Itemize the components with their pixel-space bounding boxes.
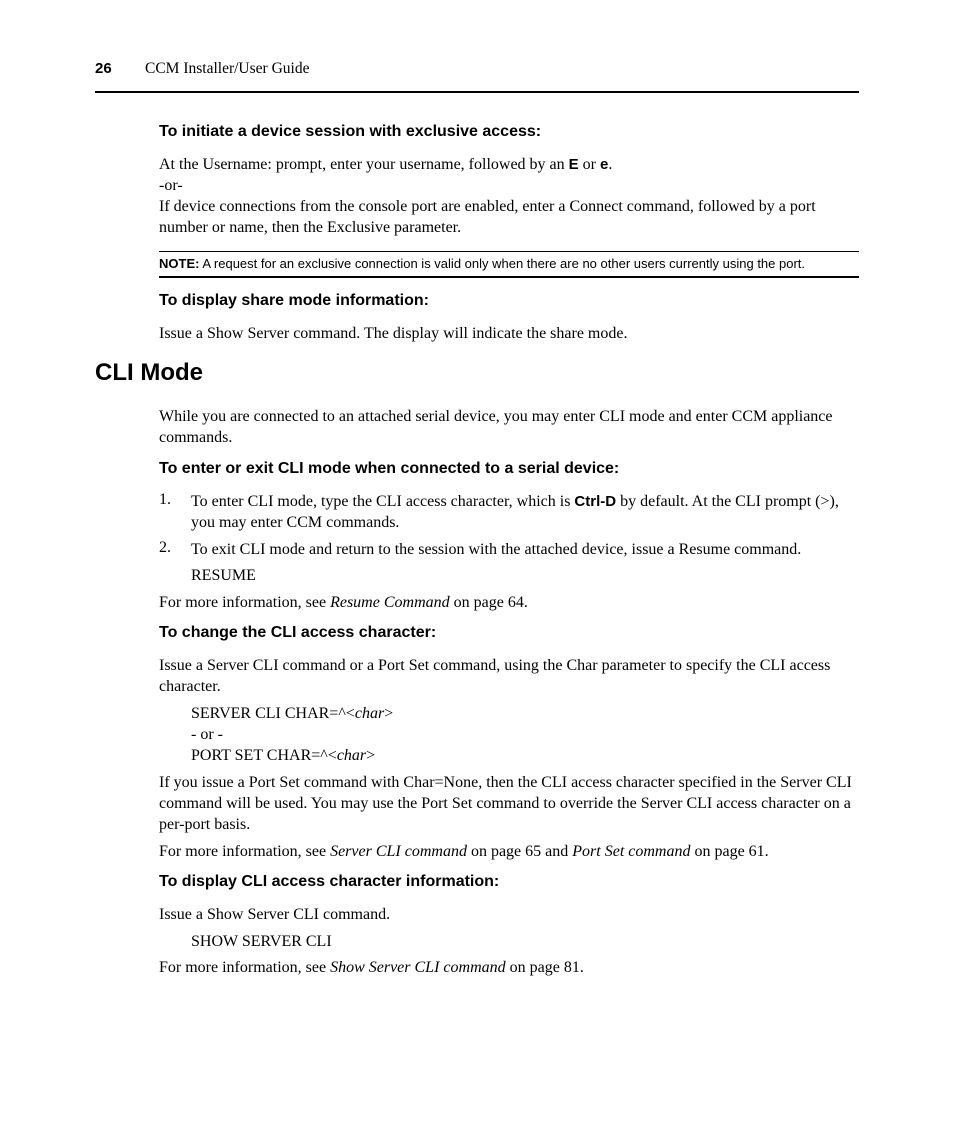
- list-number-1: 1.: [159, 491, 171, 508]
- code-or-separator: - or -: [191, 726, 223, 743]
- note-label: NOTE:: [159, 256, 200, 271]
- paragraph-show-server-cli: Issue a Show Server CLI command.: [159, 906, 391, 923]
- note-box: [159, 251, 859, 278]
- heading-display-cli-char: To display CLI access character information:: [159, 873, 500, 890]
- exclusive-access-body: [159, 154, 859, 238]
- code-show-server-cli: SHOW SERVER CLI: [191, 933, 332, 950]
- heading-change-cli-char: To change the CLI access character:: [159, 624, 437, 641]
- code-server-cli-char: SERVER CLI CHAR=^<char>: [191, 705, 394, 722]
- paragraph-server-cli-more: For more information, see Server CLI command on page 65 and Port Set command on page 61.: [159, 843, 769, 860]
- paragraph-share-mode: Issue a Show Server command. The display will indicate the share mode.: [159, 325, 628, 342]
- page-header: [95, 58, 859, 93]
- paragraph-resume-more: For more information, see Resume Command on page 64.: [159, 594, 528, 611]
- link-port-set-command[interactable]: Port Set command: [572, 843, 691, 860]
- or-separator: -or-: [159, 177, 183, 194]
- paragraph-show-server-cli-more: For more information, see Show Server CLI command on page 81.: [159, 959, 584, 976]
- paragraph-cli-intro: While you are connected to an attached serial device, you may enter CLI mode and enter CCM appliance commands.: [159, 408, 833, 446]
- heading-share-mode: To display share mode information:: [159, 292, 429, 309]
- heading-enter-exit-cli: To enter or exit CLI mode when connected to a serial device:: [159, 460, 620, 477]
- key-lower-e: e: [600, 156, 609, 173]
- running-title: CCM Installer/User Guide: [145, 60, 310, 77]
- paragraph-username: At the Username: prompt, enter your username, followed by an E or e.: [159, 156, 613, 173]
- page-number: 26: [95, 60, 112, 77]
- paragraph-change-cli-char: Issue a Server CLI command or a Port Set command, using the Char parameter to specify the CLI access character.: [159, 657, 831, 695]
- paragraph-port-set-none: If you issue a Port Set command with Char=None, then the CLI access character specified in the Server CLI command will be used. You may use the Port Set command to override the Server CLI access character on a per-port basis.: [159, 774, 852, 833]
- list-item-1: To enter CLI mode, type the CLI access character, which is Ctrl-D by default. At the CLI prompt (>), you may enter CCM commands.: [191, 493, 839, 531]
- link-server-cli-command[interactable]: Server CLI command: [330, 843, 467, 860]
- paragraph-connect: If device connections from the console port are enabled, enter a Connect command, followed by a port number or name, then the Exclusive parameter.: [159, 198, 816, 236]
- code-resume: RESUME: [191, 567, 256, 584]
- link-resume-command[interactable]: Resume Command: [330, 594, 450, 611]
- link-show-server-cli-command[interactable]: Show Server CLI command: [330, 959, 506, 976]
- list-item-2: To exit CLI mode and return to the session with the attached device, issue a Resume command.: [191, 541, 802, 558]
- heading-exclusive-access: To initiate a device session with exclusive access:: [159, 123, 542, 140]
- heading-cli-mode: CLI Mode: [95, 359, 203, 386]
- key-upper-e: E: [568, 156, 579, 173]
- key-ctrl-d: Ctrl-D: [574, 493, 617, 510]
- code-port-set-char: PORT SET CHAR=^<char>: [191, 747, 376, 764]
- list-number-2: 2.: [159, 539, 171, 556]
- note-text: A request for an exclusive connection is valid only when there are no other users currently using the port.: [199, 256, 806, 271]
